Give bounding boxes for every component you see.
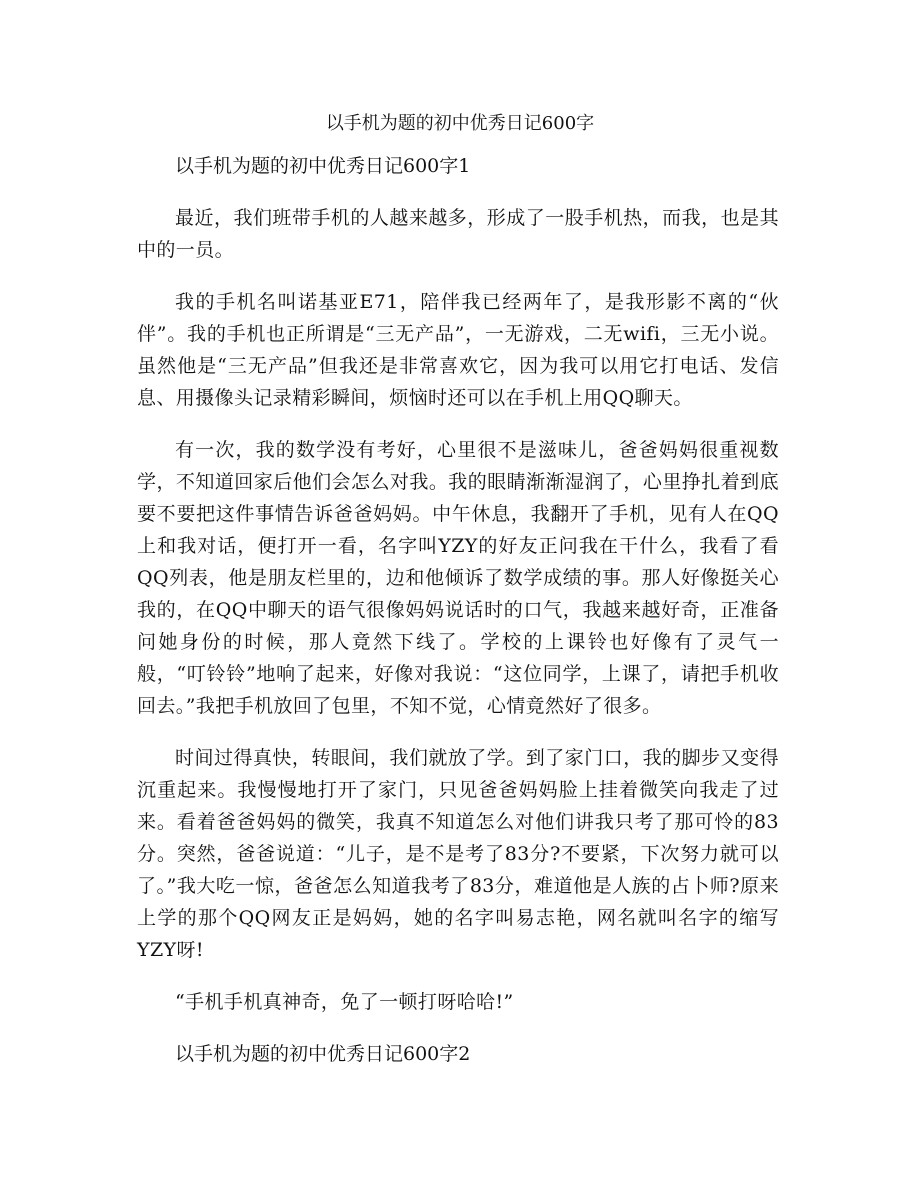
paragraph-1: 最近，我们班带手机的人越来越多，形成了一股手机热，而我，也是其中的一员。 [137, 207, 779, 261]
document-body [137, 150, 779, 1090]
section-heading-2: 以手机为题的初中优秀日记600字2 [175, 1043, 471, 1065]
paragraph-3: 有一次，我的数学没有考好，心里很不是滋味儿，爸爸妈妈很重视数学，不知道回家后他们会怎么对我。我的眼睛渐渐湿润了，心里挣扎着到底要不要把这件事情告诉爸爸妈妈。中午休息，我翻开了手机，见有人在QQ上和我对话，便打开一看，名字叫YZY的好友正问我在干什么，我看了看QQ列表，他是朋友栏里的，边和他倾诉了数学成绩的事。那人好像挺关心我的，在QQ中聊天的语气很像妈妈说话时的口气，我越来越好奇，正准备问她身份的时候，那人竟然下线了。学校的上课铃也好像有了灵气一般，“叮铃铃”地响了起来，好像对我说：“这位同学，上课了，请把手机收回去。”我把手机放回了包里，不知不觉，心情竟然好了很多。 [137, 439, 779, 717]
paragraph-4: 时间过得真快，转眼间，我们就放了学。到了家门口，我的脚步又变得沉重起来。我慢慢地打开了家门，只见爸爸妈妈脸上挂着微笑向我走了过来。看着爸爸妈妈的微笑，我真不知道怎么对他们讲我只考了那可怜的83分。突然，爸爸说道：“儿子，是不是考了83分?不要紧，下次努力就可以了。”我大吃一惊，爸爸怎么知道我考了83分，难道他是人族的占卜师?原来上学的那个QQ网友正是妈妈，她的名字叫易志艳，网名就叫名字的缩写YZY呀! [137, 747, 779, 961]
paragraph-5: “手机手机真神奇，免了一顿打呀哈哈!” [175, 991, 514, 1013]
document-title: 以手机为题的初中优秀日记600字 [325, 113, 595, 134]
section-heading-1: 以手机为题的初中优秀日记600字1 [175, 155, 471, 177]
paragraph-2: 我的手机名叫诺基亚E71，陪伴我已经两年了，是我形影不离的“伙伴”。我的手机也正所谓是“三无产品”，一无游戏，二无wifi，三无小说。虽然他是“三无产品”但我还是非常喜欢它，因为我可以用它打电话、发信息、用摄像头记录精彩瞬间，烦恼时还可以在手机上用QQ聊天。 [137, 291, 779, 409]
